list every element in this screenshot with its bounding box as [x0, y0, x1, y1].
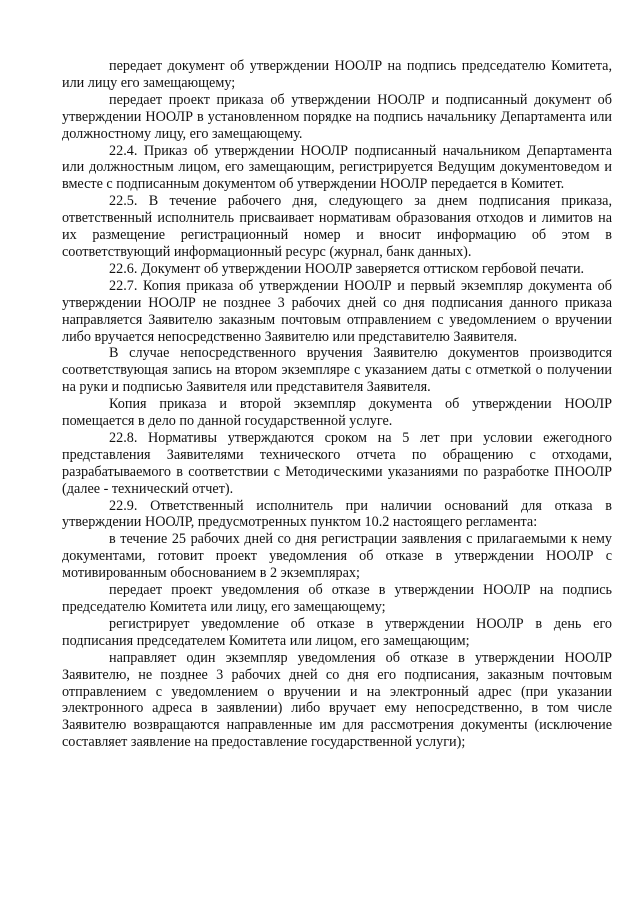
- paragraph-prepare-refusal: в течение 25 рабочих дней со дня регистрации заявления с прилагаемыми к нему документами, готовит проект уведомления об отказе в утверждении НООЛР с мотивированным обоснованием в 2 экземплярах;: [62, 531, 612, 582]
- paragraph-register-refusal: регистрирует уведомление об отказе в утверждении НООЛР в день его подписания председателем Комитета или лицом, его замещающим;: [62, 615, 612, 649]
- paragraph-22-4: 22.4. Приказ об утверждении НООЛР подписанный начальником Департамента или должностным лицом, его замещающим, регистрируется Ведущим документоведом и вместе с подписанным документом об утверждении НООЛР передается в Комитет.: [62, 142, 612, 193]
- paragraph-transfer-draft-order: передает проект приказа об утверждении НООЛР и подписанный документ об утверждении НООЛР в установленном порядке на подпись начальнику Департамента или должностному лицу, его замещающему.: [62, 91, 612, 142]
- paragraph-transfer-document: передает документ об утверждении НООЛР на подпись председателю Комитета, или лицу его замещающему;: [62, 58, 612, 91]
- paragraph-direct-delivery: В случае непосредственного вручения Заявителю документов производится соответствующая запись на втором экземпляре с указанием даты с отметкой о получении на руки и подписью Заявителя или представителя Заявителя.: [62, 345, 612, 396]
- paragraph-22-8: 22.8. Нормативы утверждаются сроком на 5 лет при условии ежегодного представления Заявителями технического отчета по обращению с отходами, разрабатываемого в соответствии с Методическими указаниями по разработке ПНООЛР (далее - технический отчет).: [62, 429, 612, 497]
- paragraph-22-5: 22.5. В течение рабочего дня, следующего за днем подписания приказа, ответственный исполнитель присваивает нормативам образования отходов и лимитов на их размещение регистрационный номер и вносит информацию об этом в соответствующий информационный ресурс (журнал, банк данных).: [62, 193, 612, 260]
- paragraph-22-7: 22.7. Копия приказа об утверждении НООЛР и первый экземпляр документа об утверждении НООЛР не позднее 3 рабочих дней со дня подписания данного приказа направляется Заявителю заказным почтовым отправлением с уведомлением о вручении либо вручается непосредственно Заявителю или представителю Заявителя.: [62, 277, 612, 345]
- paragraph-copy-to-file: Копия приказа и второй экземпляр документа об утверждении НООЛР помещается в дело по данной государственной услуге.: [62, 396, 612, 430]
- paragraph-send-refusal: направляет один экземпляр уведомления об отказе в утверждении НООЛР Заявителю, не позднее 3 рабочих дней со дня его подписания, заказным почтовым отправлением с уведомлением о вручении и на электронный адрес (при указании электронного адреса в заявлении) либо вручает ему непосредственно, в том числе Заявителю возвращаются направленные им для рассмотрения документы (исключение составляет заявление на предоставление государственной услуги);: [62, 649, 612, 751]
- paragraph-22-6: 22.6. Документ об утверждении НООЛР заверяется оттиском гербовой печати.: [109, 260, 585, 277]
- paragraph-22-9: 22.9. Ответственный исполнитель при наличии оснований для отказа в утверждении НООЛР, предусмотренных пунктом 10.2 настоящего регламента:: [62, 497, 612, 531]
- paragraph-transfer-refusal: передает проект уведомления об отказе в утверждении НООЛР на подпись председателю Комитета или лицу, его замещающему;: [62, 582, 612, 615]
